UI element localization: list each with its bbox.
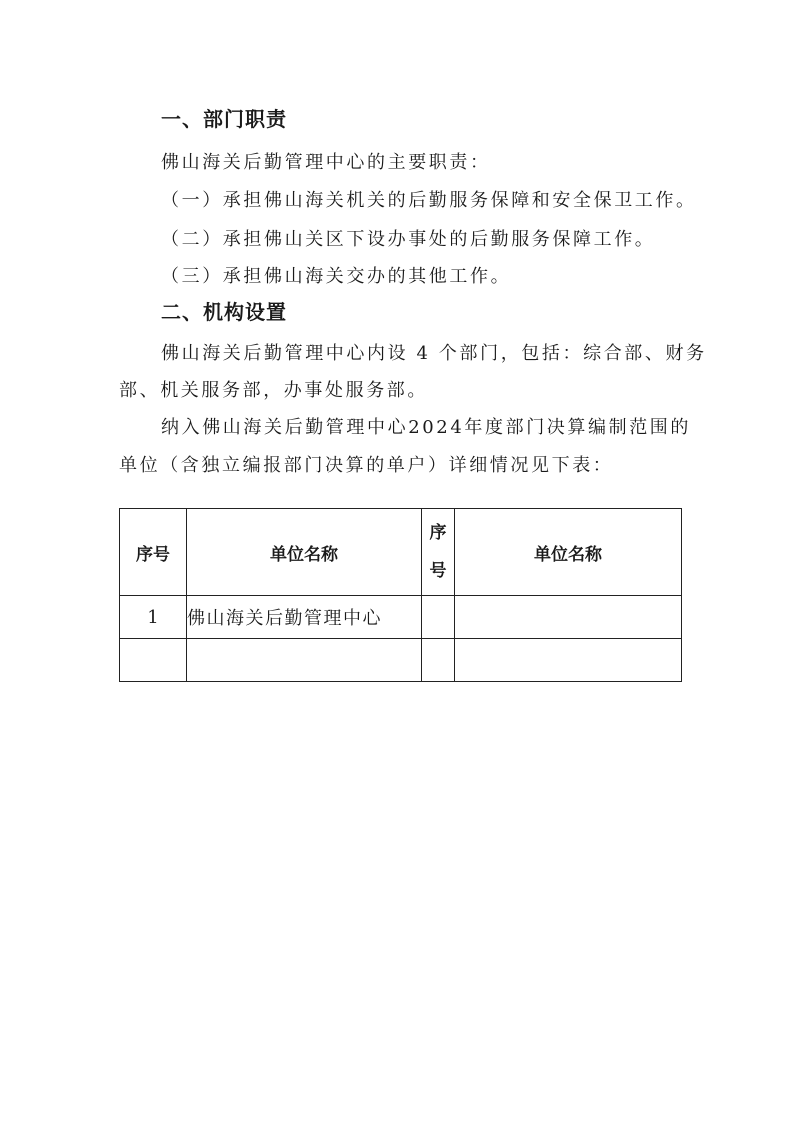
- cell-unit-name: 佛山海关后勤管理中心: [187, 596, 422, 639]
- duties-intro: 佛山海关后勤管理中心的主要职责：: [161, 152, 491, 173]
- cell-index: [120, 639, 187, 682]
- structure-paragraph-1-line-1: 佛山海关后勤管理中心内设 4 个部门，包括：综合部、财务: [161, 343, 707, 364]
- duty-item-2: （二）承担佛山关区下设办事处的后勤服务保障工作。: [161, 229, 656, 250]
- table-header-row: [120, 509, 682, 596]
- cell-index-2: [422, 639, 455, 682]
- cell-unit-name-2: [455, 639, 682, 682]
- section-heading-duties: 一、部门职责: [161, 107, 287, 131]
- cell-unit-name: [187, 639, 422, 682]
- header-index-2: [422, 509, 455, 596]
- cell-index: 1: [120, 596, 187, 639]
- cell-unit-name-2: [455, 596, 682, 639]
- duty-item-1: （一）承担佛山海关机关的后勤服务保障和安全保卫工作。: [161, 190, 697, 211]
- header-unit-name-1: 单位名称: [187, 509, 422, 596]
- cell-index-2: [422, 596, 455, 639]
- header-unit-name-2: 单位名称: [455, 509, 682, 596]
- header-index-2-text: 序号: [429, 523, 447, 581]
- table-row: [120, 596, 682, 639]
- structure-paragraph-2-line-1: 纳入佛山海关后勤管理中心2024年度部门决算编制范围的: [161, 417, 692, 438]
- header-index-1: 序号: [120, 509, 187, 596]
- structure-paragraph-1-line-2: 部、机关服务部，办事处服务部。: [119, 380, 428, 401]
- duty-item-3: （三）承担佛山海关交办的其他工作。: [161, 266, 512, 287]
- structure-paragraph-2-line-2: 单位（含独立编报部门决算的单户）详细情况见下表：: [119, 455, 614, 476]
- units-table: [119, 508, 682, 682]
- section-heading-structure: 二、机构设置: [161, 300, 287, 324]
- table-row: [120, 639, 682, 682]
